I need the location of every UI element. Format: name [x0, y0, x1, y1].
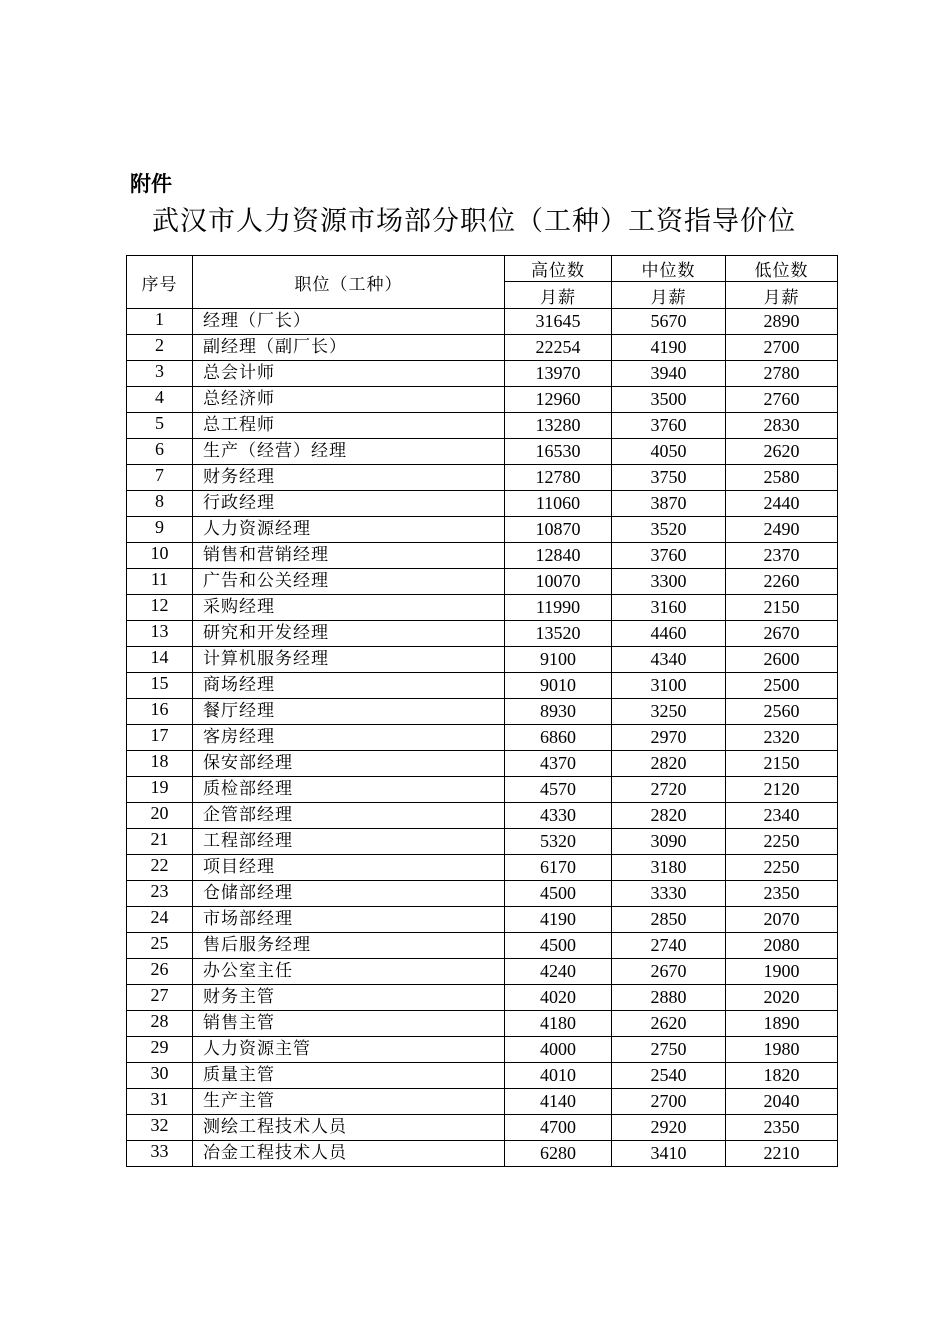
table-row	[127, 569, 838, 595]
high-salary: 9100	[505, 647, 612, 673]
high-salary: 4330	[505, 803, 612, 829]
high-salary: 10870	[505, 517, 612, 543]
row-number: 32	[127, 1115, 193, 1141]
low-salary: 2320	[726, 725, 838, 751]
high-salary: 13970	[505, 361, 612, 387]
position-name: 销售主管	[193, 1011, 505, 1037]
mid-salary: 3500	[612, 387, 726, 413]
position-name: 销售和营销经理	[193, 543, 505, 569]
position-name: 餐厅经理	[193, 699, 505, 725]
position-name: 人力资源经理	[193, 517, 505, 543]
row-number: 6	[127, 439, 193, 465]
header-position: 职位（工种）	[193, 256, 505, 309]
low-salary: 2370	[726, 543, 838, 569]
high-salary: 4240	[505, 959, 612, 985]
position-name: 计算机服务经理	[193, 647, 505, 673]
table-body	[127, 309, 838, 1167]
row-number: 12	[127, 595, 193, 621]
header-mid: 中位数	[612, 256, 726, 282]
row-number: 33	[127, 1141, 193, 1167]
table-row	[127, 1089, 838, 1115]
position-name: 采购经理	[193, 595, 505, 621]
row-number: 15	[127, 673, 193, 699]
table-row	[127, 881, 838, 907]
mid-salary: 2880	[612, 985, 726, 1011]
low-salary: 2670	[726, 621, 838, 647]
row-number: 21	[127, 829, 193, 855]
position-name: 客房经理	[193, 725, 505, 751]
position-name: 项目经理	[193, 855, 505, 881]
high-salary: 4500	[505, 933, 612, 959]
row-number: 31	[127, 1089, 193, 1115]
high-salary: 12960	[505, 387, 612, 413]
low-salary: 2080	[726, 933, 838, 959]
low-salary: 2250	[726, 855, 838, 881]
row-number: 23	[127, 881, 193, 907]
table-row	[127, 621, 838, 647]
subheader-high-monthly: 月薪	[505, 282, 612, 309]
mid-salary: 3870	[612, 491, 726, 517]
table-row	[127, 361, 838, 387]
mid-salary: 2970	[612, 725, 726, 751]
table-row	[127, 491, 838, 517]
position-name: 生产主管	[193, 1089, 505, 1115]
position-name: 广告和公关经理	[193, 569, 505, 595]
table-row	[127, 439, 838, 465]
position-name: 企管部经理	[193, 803, 505, 829]
low-salary: 2780	[726, 361, 838, 387]
mid-salary: 2540	[612, 1063, 726, 1089]
high-salary: 12780	[505, 465, 612, 491]
row-number: 16	[127, 699, 193, 725]
row-number: 26	[127, 959, 193, 985]
low-salary: 2250	[726, 829, 838, 855]
low-salary: 2150	[726, 751, 838, 777]
table-row	[127, 751, 838, 777]
position-name: 办公室主任	[193, 959, 505, 985]
table-row	[127, 465, 838, 491]
row-number: 13	[127, 621, 193, 647]
low-salary: 2500	[726, 673, 838, 699]
table-row	[127, 1115, 838, 1141]
high-salary: 31645	[505, 309, 612, 335]
document-title: 武汉市人力资源市场部分职位（工种）工资指导价位	[152, 206, 796, 237]
row-number: 8	[127, 491, 193, 517]
position-name: 人力资源主管	[193, 1037, 505, 1063]
low-salary: 2040	[726, 1089, 838, 1115]
mid-salary: 4460	[612, 621, 726, 647]
row-number: 22	[127, 855, 193, 881]
mid-salary: 3090	[612, 829, 726, 855]
position-name: 财务主管	[193, 985, 505, 1011]
mid-salary: 2620	[612, 1011, 726, 1037]
row-number: 18	[127, 751, 193, 777]
header-high: 高位数	[505, 256, 612, 282]
high-salary: 8930	[505, 699, 612, 725]
high-salary: 6280	[505, 1141, 612, 1167]
mid-salary: 2700	[612, 1089, 726, 1115]
row-number: 5	[127, 413, 193, 439]
high-salary: 13280	[505, 413, 612, 439]
row-number: 28	[127, 1011, 193, 1037]
low-salary: 2150	[726, 595, 838, 621]
table-header	[127, 256, 838, 309]
row-number: 4	[127, 387, 193, 413]
position-name: 测绘工程技术人员	[193, 1115, 505, 1141]
table-row	[127, 933, 838, 959]
mid-salary: 3160	[612, 595, 726, 621]
mid-salary: 2740	[612, 933, 726, 959]
low-salary: 2210	[726, 1141, 838, 1167]
mid-salary: 3940	[612, 361, 726, 387]
high-salary: 4500	[505, 881, 612, 907]
position-name: 质量主管	[193, 1063, 505, 1089]
high-salary: 4020	[505, 985, 612, 1011]
high-salary: 9010	[505, 673, 612, 699]
low-salary: 2600	[726, 647, 838, 673]
mid-salary: 3100	[612, 673, 726, 699]
low-salary: 1900	[726, 959, 838, 985]
mid-salary: 3760	[612, 413, 726, 439]
row-number: 10	[127, 543, 193, 569]
high-salary: 4010	[505, 1063, 612, 1089]
mid-salary: 2820	[612, 803, 726, 829]
high-salary: 6860	[505, 725, 612, 751]
low-salary: 2700	[726, 335, 838, 361]
attachment-label: 附件	[130, 172, 172, 196]
table-row	[127, 829, 838, 855]
subheader-mid-monthly: 月薪	[612, 282, 726, 309]
high-salary: 12840	[505, 543, 612, 569]
table-row	[127, 959, 838, 985]
row-number: 19	[127, 777, 193, 803]
low-salary: 1890	[726, 1011, 838, 1037]
row-number: 1	[127, 309, 193, 335]
table-row	[127, 673, 838, 699]
mid-salary: 4050	[612, 439, 726, 465]
mid-salary: 3250	[612, 699, 726, 725]
table-row	[127, 335, 838, 361]
row-number: 30	[127, 1063, 193, 1089]
table-row	[127, 725, 838, 751]
row-number: 14	[127, 647, 193, 673]
low-salary: 2490	[726, 517, 838, 543]
position-name: 副经理（副厂长）	[193, 335, 505, 361]
salary-guide-table	[126, 255, 838, 1167]
position-name: 行政经理	[193, 491, 505, 517]
mid-salary: 3180	[612, 855, 726, 881]
position-name: 经理（厂长）	[193, 309, 505, 335]
low-salary: 2560	[726, 699, 838, 725]
low-salary: 1980	[726, 1037, 838, 1063]
high-salary: 11990	[505, 595, 612, 621]
table-row	[127, 1141, 838, 1167]
low-salary: 2070	[726, 907, 838, 933]
mid-salary: 4190	[612, 335, 726, 361]
position-name: 冶金工程技术人员	[193, 1141, 505, 1167]
header-seq: 序号	[127, 256, 193, 309]
table-row	[127, 699, 838, 725]
position-name: 质检部经理	[193, 777, 505, 803]
table-row	[127, 907, 838, 933]
high-salary: 5320	[505, 829, 612, 855]
row-number: 11	[127, 569, 193, 595]
low-salary: 2120	[726, 777, 838, 803]
row-number: 9	[127, 517, 193, 543]
high-salary: 11060	[505, 491, 612, 517]
mid-salary: 3330	[612, 881, 726, 907]
table-row	[127, 985, 838, 1011]
high-salary: 4140	[505, 1089, 612, 1115]
mid-salary: 5670	[612, 309, 726, 335]
row-number: 2	[127, 335, 193, 361]
position-name: 生产（经营）经理	[193, 439, 505, 465]
high-salary: 4700	[505, 1115, 612, 1141]
high-salary: 4000	[505, 1037, 612, 1063]
header-low: 低位数	[726, 256, 838, 282]
table-row	[127, 543, 838, 569]
table-row	[127, 647, 838, 673]
mid-salary: 3300	[612, 569, 726, 595]
position-name: 仓储部经理	[193, 881, 505, 907]
low-salary: 2890	[726, 309, 838, 335]
table-row	[127, 595, 838, 621]
mid-salary: 3410	[612, 1141, 726, 1167]
low-salary: 1820	[726, 1063, 838, 1089]
position-name: 总工程师	[193, 413, 505, 439]
table-row	[127, 1011, 838, 1037]
low-salary: 2350	[726, 1115, 838, 1141]
table-row	[127, 413, 838, 439]
table-row	[127, 1063, 838, 1089]
position-name: 财务经理	[193, 465, 505, 491]
mid-salary: 2720	[612, 777, 726, 803]
table-row	[127, 777, 838, 803]
position-name: 总经济师	[193, 387, 505, 413]
high-salary: 4370	[505, 751, 612, 777]
low-salary: 2620	[726, 439, 838, 465]
high-salary: 4180	[505, 1011, 612, 1037]
mid-salary: 3760	[612, 543, 726, 569]
low-salary: 2830	[726, 413, 838, 439]
row-number: 29	[127, 1037, 193, 1063]
low-salary: 2350	[726, 881, 838, 907]
position-name: 商场经理	[193, 673, 505, 699]
low-salary: 2760	[726, 387, 838, 413]
low-salary: 2260	[726, 569, 838, 595]
high-salary: 4570	[505, 777, 612, 803]
position-name: 总会计师	[193, 361, 505, 387]
table-row	[127, 309, 838, 335]
position-name: 研究和开发经理	[193, 621, 505, 647]
table-row	[127, 517, 838, 543]
subheader-low-monthly: 月薪	[726, 282, 838, 309]
low-salary: 2340	[726, 803, 838, 829]
row-number: 25	[127, 933, 193, 959]
low-salary: 2020	[726, 985, 838, 1011]
low-salary: 2580	[726, 465, 838, 491]
position-name: 市场部经理	[193, 907, 505, 933]
high-salary: 13520	[505, 621, 612, 647]
high-salary: 10070	[505, 569, 612, 595]
mid-salary: 3520	[612, 517, 726, 543]
high-salary: 16530	[505, 439, 612, 465]
row-number: 20	[127, 803, 193, 829]
table-row	[127, 855, 838, 881]
mid-salary: 3750	[612, 465, 726, 491]
mid-salary: 2920	[612, 1115, 726, 1141]
table-row	[127, 1037, 838, 1063]
high-salary: 6170	[505, 855, 612, 881]
position-name: 售后服务经理	[193, 933, 505, 959]
position-name: 保安部经理	[193, 751, 505, 777]
table-row	[127, 387, 838, 413]
high-salary: 22254	[505, 335, 612, 361]
low-salary: 2440	[726, 491, 838, 517]
table-row	[127, 803, 838, 829]
row-number: 17	[127, 725, 193, 751]
mid-salary: 2750	[612, 1037, 726, 1063]
row-number: 7	[127, 465, 193, 491]
mid-salary: 2850	[612, 907, 726, 933]
mid-salary: 2820	[612, 751, 726, 777]
mid-salary: 4340	[612, 647, 726, 673]
position-name: 工程部经理	[193, 829, 505, 855]
row-number: 3	[127, 361, 193, 387]
row-number: 24	[127, 907, 193, 933]
row-number: 27	[127, 985, 193, 1011]
high-salary: 4190	[505, 907, 612, 933]
mid-salary: 2670	[612, 959, 726, 985]
